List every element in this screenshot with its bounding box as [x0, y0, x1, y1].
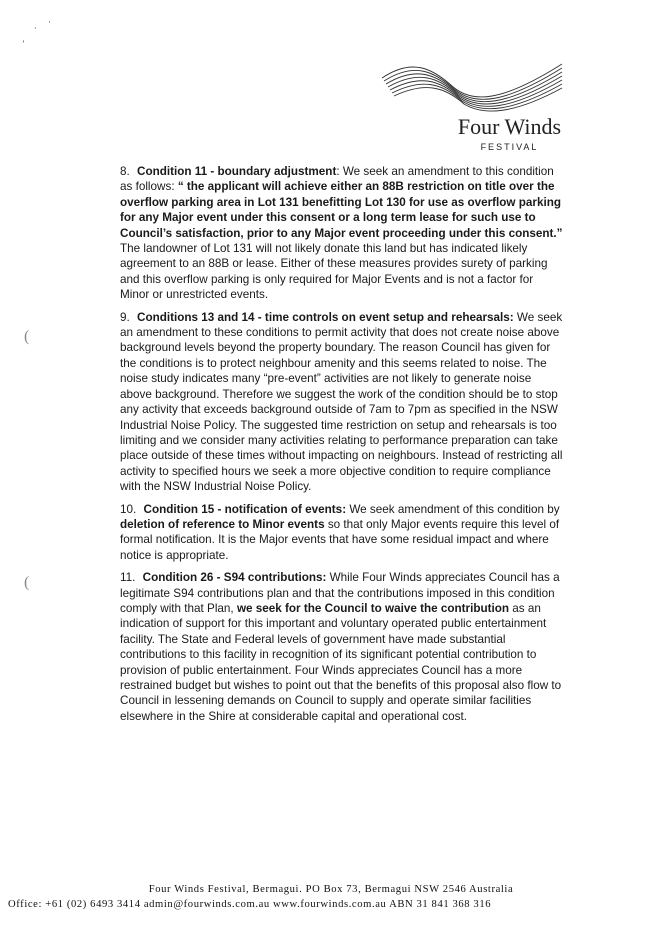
logo-subtitle: FESTIVAL	[480, 142, 539, 152]
footer-address: Four Winds Festival, Bermagui. PO Box 73, Bermagui NSW 2546 Australia	[148, 884, 514, 895]
footer-contact: Office: +61 (02) 6493 3414 admin@fourwinds.com.au www.fourwinds.com.au ABN 31 841 368 316	[8, 899, 492, 910]
logo-wordmark: Four Winds	[457, 114, 562, 139]
margin-mark: (	[24, 328, 30, 345]
emphasis-text: deletion of reference to Minor events	[120, 517, 325, 531]
paragraph-number: 11.	[120, 571, 136, 585]
wind-swoosh-icon	[372, 58, 572, 118]
four-winds-logo	[372, 58, 572, 158]
heading-condition-26: Condition 26 - S94 contributions:	[142, 571, 327, 585]
text-segment: While Four Winds appreciates Council has a legitimate S94 contributions plan and that the contributions imposed in this condition comply with that Plan,	[120, 571, 560, 615]
paragraph-condition-26	[120, 570, 564, 724]
paragraph-condition-11	[120, 164, 564, 303]
paragraph-number: 8.	[120, 165, 130, 178]
paragraph-condition-15	[120, 502, 564, 564]
heading-condition-11: Condition 11 - boundary adjustment	[137, 165, 337, 178]
scan-speck: ’	[22, 40, 25, 50]
heading-condition-15: Condition 15 - notification of events:	[143, 502, 347, 516]
text-segment: : We seek an amendment to this condition as follows:	[120, 165, 554, 194]
heading-conditions-13-14: Conditions 13 and 14 - time controls on event setup and rehearsals:	[137, 310, 514, 324]
proposed-condition-text: “ the applicant will achieve either an 88B restriction on title over the overflow parking area in Lot 131 benefitting Lot 130 for use as overflow parking for any Major event under this consent or a long term lease for such use to Council’s satisfaction, prior to any Major event proceeding under this consent.”	[120, 180, 563, 240]
paragraph-conditions-13-14	[120, 310, 564, 495]
scan-speck: ·	[34, 24, 37, 34]
text-segment: as an indication of support for this important and voluntary operated public entertainment facility. The State and Federal levels of government have made substantial contributions to this facility in recognition of its significant potential contribution to provision of public entertainment. Four Winds appreciates Council has a more restrained budget but wishes to point out that the benefits of this proposal also flow to Council in lessening demands on Council to supply and operate similar facilities elsewhere in the Shire at considerable capital and operational cost.	[120, 601, 562, 723]
scan-speck: ·	[48, 18, 51, 28]
margin-mark: (	[24, 574, 30, 591]
text-segment: The landowner of Lot 131 will not likely donate this land but has indicated likely agreement to an 88B or lease. Either of these measures provides surety of parking and this overflow parking is only required for Major Events and is not a factor for Minor or unrestricted events.	[120, 242, 548, 302]
letter-body	[120, 164, 564, 731]
paragraph-number: 9.	[120, 310, 130, 324]
emphasis-text: we seek for the Council to waive the contribution	[236, 601, 510, 615]
text-segment: so that only Major events require this level of formal notification. It is the Major events that have some residual impact and where notice is appropriate.	[120, 517, 560, 562]
text-segment: We seek amendment of this condition by	[346, 502, 560, 516]
paragraph-number: 10.	[120, 502, 137, 516]
text-segment: We seek an amendment to these conditions to permit activity that does not create noise above background levels beyond the property boundary. The reason Council has given for the conditions is to protect neighbour amenity and this seems related to noise. The noise study indicates many “pre-event” activities are not likely to generate noise above background. Therefore we suggest the work of the condition should be to stop any activity that exceeds background outside of 7am to 7pm as specified in the NSW Industrial Noise Policy. The suggested time restriction on setup and rehearsals is too limiting and we consider many activities relating to performance preparation can take place outside of these times without impacting on neighbours. Instead of restricting all activity to specified hours we seek a more objective condition to require compliance with the NSW Industrial Noise Policy.	[120, 310, 563, 494]
